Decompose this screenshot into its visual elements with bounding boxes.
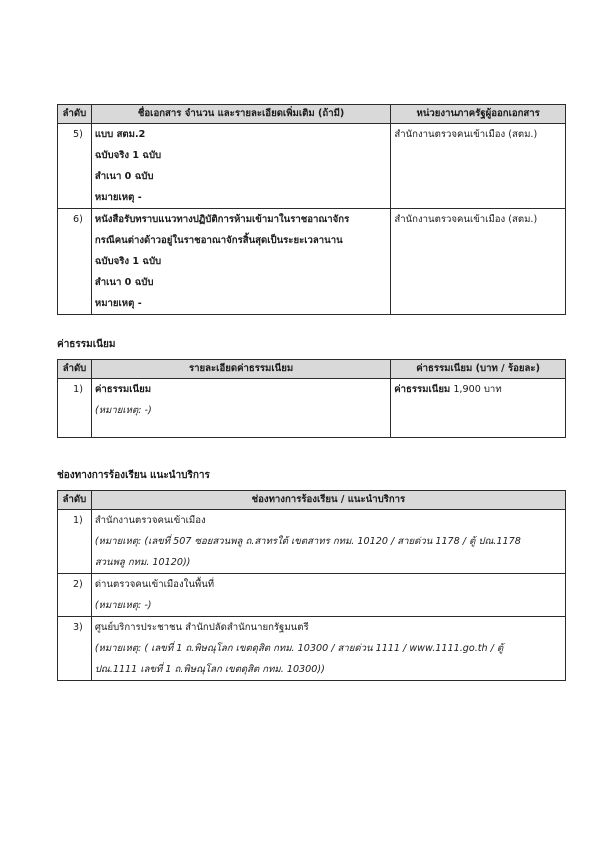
channel-note: (หมายเหตุ: ( เลขที่ 1 ถ.พิษณุโลก เขตดุสิต กทม. 10300 / สายด่วน 1111 / www.1111.go.th / ตู้ [94,643,504,654]
row-number: 1) [58,379,92,438]
document-details [91,124,390,209]
header-channel: ช่องทางการร้องเรียน / แนะนำบริการ [91,491,565,510]
table-row [58,574,566,617]
channel-name: สำนักงานตรวจคนเข้าเมือง [94,515,206,526]
issuing-agency: สำนักงานตรวจคนเข้าเมือง (สตม.) [391,209,566,315]
row-number: 1) [58,510,92,574]
header-fee-amount: ค่าธรรมเนียม (บาท / ร้อยละ) [391,360,566,379]
document-line: ฉบับจริง 1 ฉบับ [94,150,162,161]
channel-details [91,510,565,574]
fee-amount [391,379,566,438]
document-line: แบบ สตม.2 [94,129,146,140]
row-number: 5) [58,124,92,209]
row-number: 2) [58,574,92,617]
fees-section-title: ค่าธรรมเนียม [57,339,116,350]
issuing-agency: สำนักงานตรวจคนเข้าเมือง (สตม.) [391,124,566,209]
channels-table [57,490,566,681]
table-row [58,617,566,681]
header-document-name: ชื่อเอกสาร จำนวน และรายละเอียดเพิ่มเติม (ถ้ามี) [91,105,390,124]
fee-note: (หมายเหตุ: -) [94,405,152,416]
table-row [58,379,566,438]
channel-details [91,617,565,681]
document-line: หนังสือรับทราบแนวทางปฏิบัติการห้ามเข้ามาในราชอาณาจักร [94,214,350,225]
table-header-row [58,360,566,379]
channel-note: (หมายเหตุ: (เลขที่ 507 ซอยสวนพลู ถ.สาทรใต้ เขตสาทร กทม. 10120 / สายด่วน 1178 / ตู้ ปณ.1178 [94,536,521,547]
header-issuing-agency: หน่วยงานภาครัฐผู้ออกเอกสาร [391,105,566,124]
channel-name: ศูนย์บริการประชาชน สำนักปลัดสำนักนายกรัฐมนตรี [94,622,309,633]
header-no: ลำดับ [58,491,92,510]
table-header-row [58,105,566,124]
channel-note: สวนพลู กทม. 10120)) [94,557,191,568]
document-line: สำเนา 0 ฉบับ [94,171,154,182]
documents-table [57,104,566,315]
header-no: ลำดับ [58,105,92,124]
row-number: 6) [58,209,92,315]
document-line: หมายเหตุ - [94,192,142,203]
fee-details [91,379,390,438]
channel-details [91,574,565,617]
document-line: ฉบับจริง 1 ฉบับ [94,256,162,267]
channel-note: (หมายเหตุ: -) [94,600,152,611]
document-details [91,209,390,315]
fee-amount-value: 1,900 บาท [453,384,502,395]
channels-section-title: ช่องทางการร้องเรียน แนะนำบริการ [57,470,210,481]
header-no: ลำดับ [58,360,92,379]
fee-amount-label: ค่าธรรมเนียม [394,384,451,395]
channel-name: ด่านตรวจคนเข้าเมืองในพื้นที่ [94,579,215,590]
document-line: หมายเหตุ - [94,298,142,309]
channel-note: ปณ.1111 เลขที่ 1 ถ.พิษณุโลก เขตดุสิต กทม. 10300)) [94,664,325,675]
table-row [58,510,566,574]
header-fee-details: รายละเอียดค่าธรรมเนียม [91,360,390,379]
fee-name: ค่าธรรมเนียม [94,384,152,395]
table-row [58,124,566,209]
row-number: 3) [58,617,92,681]
table-row [58,209,566,315]
table-header-row [58,491,566,510]
document-line: กรณีคนต่างด้าวอยู่ในราชอาณาจักรสิ้นสุดเป็นระยะเวลานาน [94,235,343,246]
document-line: สำเนา 0 ฉบับ [94,277,154,288]
fees-table [57,359,566,438]
